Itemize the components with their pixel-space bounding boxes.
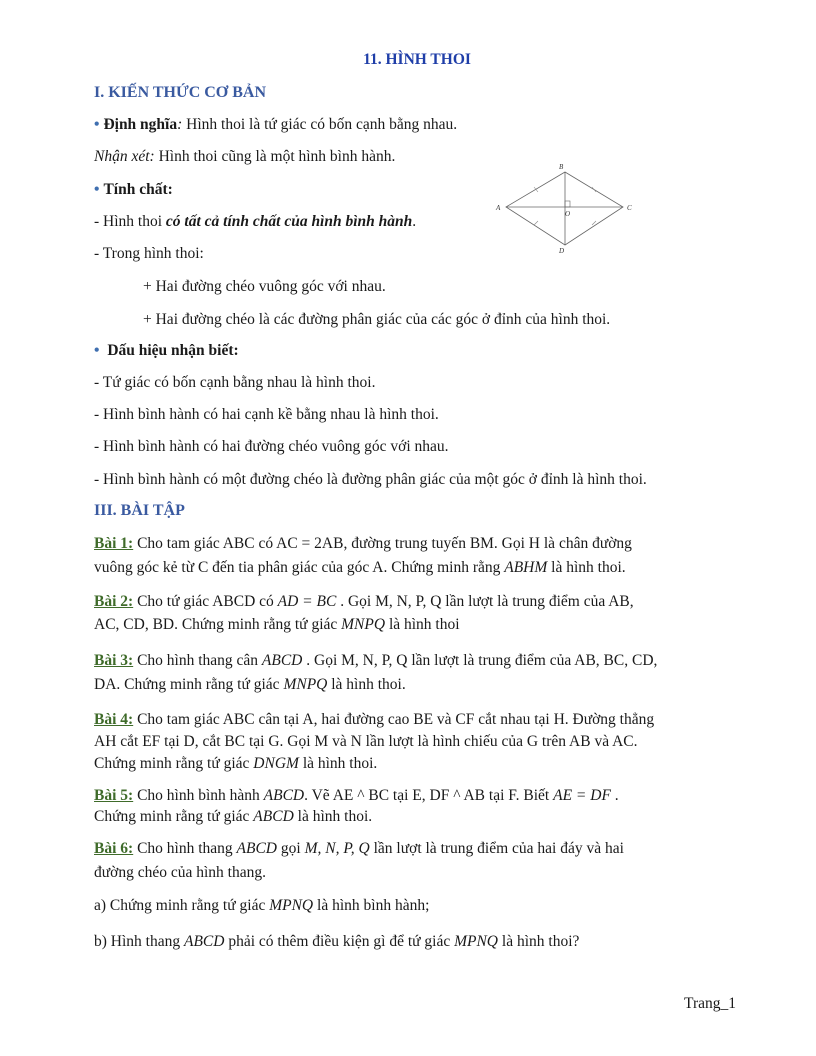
section-heading-basic: I. KIẾN THỨC CƠ BẢN [94, 84, 267, 101]
sign-item: - Hình bình hành có hai đường chéo vuông góc với nhau. [94, 438, 449, 455]
property-sub-2: + Hai đường chéo là các đường phân giác của các góc ở đỉnh của hình thoi. [143, 311, 611, 328]
bullet-icon: • [94, 342, 100, 359]
exercise-2-line-1: Bài 2: Cho tứ giác ABCD có AD = BC . Gọi M, N, P, Q lần lượt là trung điểm của AB, [94, 593, 634, 610]
exercise-6-line-1: Bài 6: Cho hình thang ABCD gọi M, N, P, Q lần lượt là trung điểm của hai đáy và hai [94, 840, 624, 857]
sign-item: - Tứ giác có bốn cạnh bằng nhau là hình thoi. [94, 374, 376, 391]
tick-mark [592, 221, 596, 225]
remark-line [94, 148, 395, 166]
page-title: 11. HÌNH THOI [363, 51, 471, 68]
exercise-1-line-1: Bài 1: Cho tam giác ABC có AC = 2AB, đường trung tuyến BM. Gọi H là chân đường [94, 535, 632, 552]
exercise-6-line-2: đường chéo của hình thang. [94, 864, 266, 881]
property-line-1: - Hình thoi có tất cả tính chất của hình bình hành. [94, 213, 417, 230]
tick-mark [534, 187, 538, 192]
bullet-icon: • [94, 181, 100, 198]
exercise-5-line-2: Chứng minh rằng tứ giác ABCD là hình thoi. [94, 808, 373, 825]
vertex-label-a: A [496, 204, 501, 212]
exercise-3-line-1: Bài 3: Cho hình thang cân ABCD . Gọi M, N, P, Q lần lượt là trung điểm của AB, BC, CD, [94, 652, 658, 669]
exercise-label: Bài 6: [94, 840, 134, 857]
tick-mark [534, 221, 538, 225]
bullet-icon: • [94, 116, 100, 133]
property-line-2: - Trong hình thoi: [94, 245, 204, 262]
right-angle-mark [565, 201, 570, 207]
rhombus-shape [506, 172, 623, 245]
exercise-3-line-2: DA. Chứng minh rằng tứ giác MNPQ là hình thoi. [94, 676, 406, 693]
exercise-5-line-1: Bài 5: Cho hình bình hành ABCD. Vẽ AE ^ BC tại E, DF ^ AB tại F. Biết AE = DF . [94, 787, 619, 804]
signs-label: Dấu hiệu nhận biết: [107, 342, 239, 359]
definition-line: • Định nghĩa: Hình thoi là tứ giác có bốn cạnh bằng nhau. [94, 116, 458, 133]
vertex-label-c: C [627, 204, 632, 212]
definition-text: Hình thoi là tứ giác có bốn cạnh bằng nhau. [182, 116, 458, 133]
definition-label: Định nghĩa [103, 116, 178, 133]
exercise-6-part-a: a) Chứng minh rằng tứ giác MPNQ là hình bình hành; [94, 897, 430, 914]
exercise-4-line-1: Bài 4: Cho tam giác ABC cân tại A, hai đường cao BE và CF cắt nhau tại H. Đường thẳng [94, 711, 655, 728]
rhombus-diagram [490, 160, 640, 256]
tick-mark [592, 187, 596, 192]
properties-heading [94, 181, 173, 199]
exercise-label: Bài 1: [94, 535, 134, 552]
remark-label: Nhận xét: [94, 148, 155, 165]
signs-heading [94, 342, 239, 360]
exercise-2-line-2: AC, CD, BD. Chứng minh rằng tứ giác MNPQ là hình thoi [94, 616, 460, 633]
remark-text: Hình thoi cũng là một hình bình hành. [154, 148, 396, 165]
exercise-label: Bài 2: [94, 593, 134, 610]
vertex-label-b: B [559, 163, 564, 171]
exercise-label: Bài 4: [94, 711, 134, 728]
section-heading-exercises: III. BÀI TẬP [94, 502, 185, 519]
vertex-label-d: D [559, 247, 565, 255]
exercise-label: Bài 5: [94, 787, 134, 804]
sign-item: - Hình bình hành có hai cạnh kề bằng nhau là hình thoi. [94, 406, 439, 423]
exercise-1-line-2: vuông góc kẻ từ C đến tia phân giác của góc A. Chứng minh rằng ABHM là hình thoi. [94, 559, 626, 576]
page-number: Trang_1 [684, 995, 736, 1012]
exercise-label: Bài 3: [94, 652, 134, 669]
property-sub-1: + Hai đường chéo vuông góc với nhau. [143, 278, 386, 295]
sign-item: - Hình bình hành có một đường chéo là đường phân giác của một góc ở đỉnh là hình thoi. [94, 471, 647, 488]
center-label-o: O [565, 210, 571, 218]
exercise-4-line-2: AH cắt EF tại D, cắt BC tại G. Gọi M và N lần lượt là hình chiếu của G trên AB và AC. [94, 733, 638, 750]
properties-label: Tính chất: [103, 181, 173, 198]
exercise-4-line-3: Chứng minh rằng tứ giác DNGM là hình thoi. [94, 755, 378, 772]
exercise-6-part-b: b) Hình thang ABCD phải có thêm điều kiện gì để tứ giác MPNQ là hình thoi? [94, 933, 580, 950]
